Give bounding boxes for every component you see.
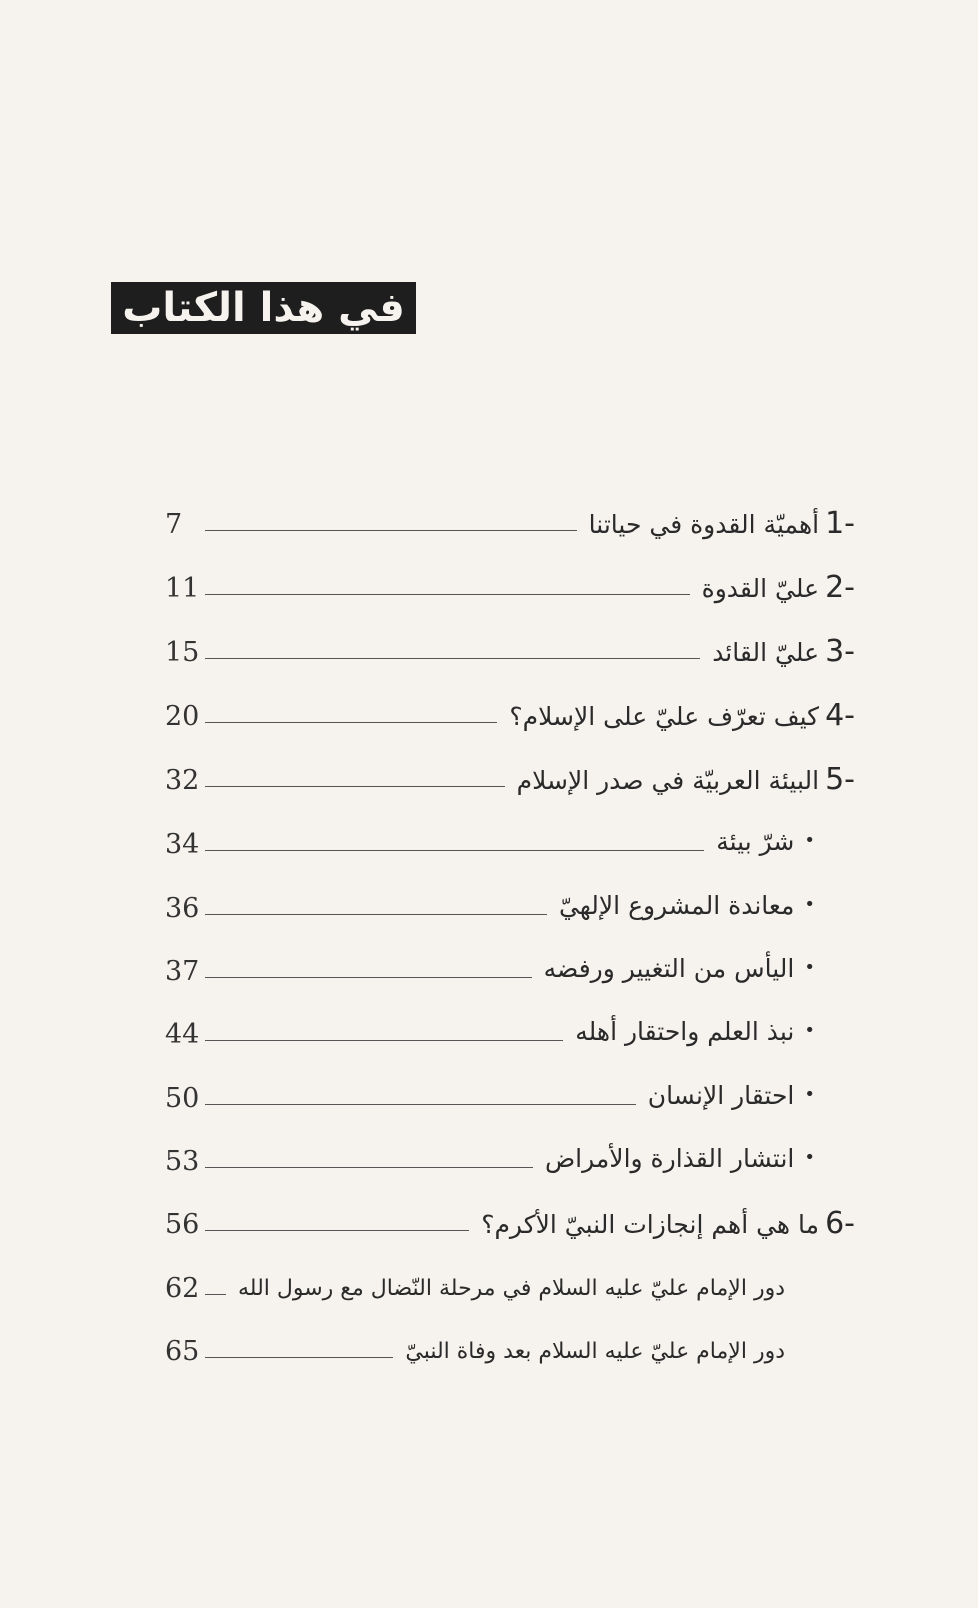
page-number: 65 (165, 1336, 200, 1367)
bullet-icon: • (804, 957, 815, 978)
entry-title: معاندة المشروع الإلهيّ (558, 891, 795, 920)
dot-leader (205, 657, 700, 659)
toc-subentry[interactable] (165, 884, 815, 924)
entry-number: -2 (825, 570, 855, 605)
page-number: 15 (165, 637, 200, 668)
dot-leader (205, 1103, 635, 1105)
bullet-icon: • (804, 1147, 815, 1168)
entry-title: دور الإمام عليّ عليه السلام في مرحلة النّضال مع رسول الله (238, 1276, 785, 1301)
dot-leader (205, 913, 547, 915)
toc-subentry[interactable] (165, 1137, 815, 1177)
toc-subentry[interactable] (165, 947, 815, 987)
entry-title: انتشار القذارة والأمراض (544, 1144, 795, 1173)
entry-title: شرّ بيئة (716, 827, 795, 856)
entry-number: -4 (825, 698, 855, 733)
entry-title: دور الإمام عليّ عليه السلام بعد وفاة النبيّ (405, 1339, 785, 1364)
bullet-icon: • (804, 830, 815, 851)
entry-title: أهميّة القدوة في حياتنا (588, 510, 820, 539)
entry-title: كيف تعرّف عليّ على الإسلام؟ (509, 702, 820, 731)
dot-leader (205, 849, 704, 851)
toc-subentry[interactable] (165, 1010, 815, 1050)
entry-title: عليّ القدوة (701, 574, 820, 603)
page-number: 53 (165, 1146, 200, 1177)
dot-leader (205, 593, 689, 595)
toc-subentry[interactable] (165, 1327, 785, 1367)
page-number: 50 (165, 1083, 200, 1114)
page-number: 36 (165, 893, 200, 924)
toc-subentry[interactable] (165, 1074, 815, 1114)
toc-entry[interactable] (165, 756, 855, 796)
dot-leader (205, 1229, 469, 1231)
dot-leader (205, 785, 504, 787)
page-number: 37 (165, 956, 200, 987)
entry-title: البيئة العربيّة في صدر الإسلام (516, 766, 820, 795)
page-number: 62 (165, 1273, 200, 1304)
bullet-icon: • (804, 1084, 815, 1105)
dot-leader (205, 1166, 533, 1168)
toc-entry[interactable] (165, 564, 855, 604)
entry-title: اليأس من التغيير ورفضه (543, 954, 795, 983)
dot-leader (205, 1293, 226, 1295)
dot-leader (205, 721, 497, 723)
page-number: 11 (165, 573, 200, 604)
bullet-icon: • (804, 894, 815, 915)
toc-subentry[interactable] (165, 820, 815, 860)
entry-number: -1 (825, 506, 855, 541)
toc-entry[interactable] (165, 692, 855, 732)
bullet-icon: • (804, 1020, 815, 1041)
page-number: 20 (165, 701, 200, 732)
dot-leader (205, 529, 577, 531)
page-number: 32 (165, 765, 200, 796)
section-title: في هذا الكتاب (111, 282, 416, 334)
entry-title: احتقار الإنسان (647, 1081, 795, 1110)
page-number: 56 (165, 1209, 200, 1240)
toc-entry[interactable] (165, 1200, 855, 1240)
dot-leader (205, 976, 531, 978)
entry-number: -3 (825, 634, 855, 669)
entry-number: -5 (825, 762, 855, 797)
toc-entry[interactable] (165, 628, 855, 668)
entry-title: عليّ القائد (712, 638, 820, 667)
entry-number: -6 (825, 1206, 855, 1241)
entry-title: نبذ العلم واحتقار أهله (575, 1017, 795, 1046)
page-number: 34 (165, 829, 200, 860)
entry-title: ما هي أهم إنجازات النبيّ الأكرم؟ (481, 1210, 820, 1239)
toc-subentry[interactable] (165, 1264, 785, 1304)
page-number: 44 (165, 1019, 200, 1050)
page-number: 7 (165, 509, 183, 540)
dot-leader (205, 1356, 393, 1358)
toc-entry[interactable] (165, 500, 855, 540)
dot-leader (205, 1039, 563, 1041)
